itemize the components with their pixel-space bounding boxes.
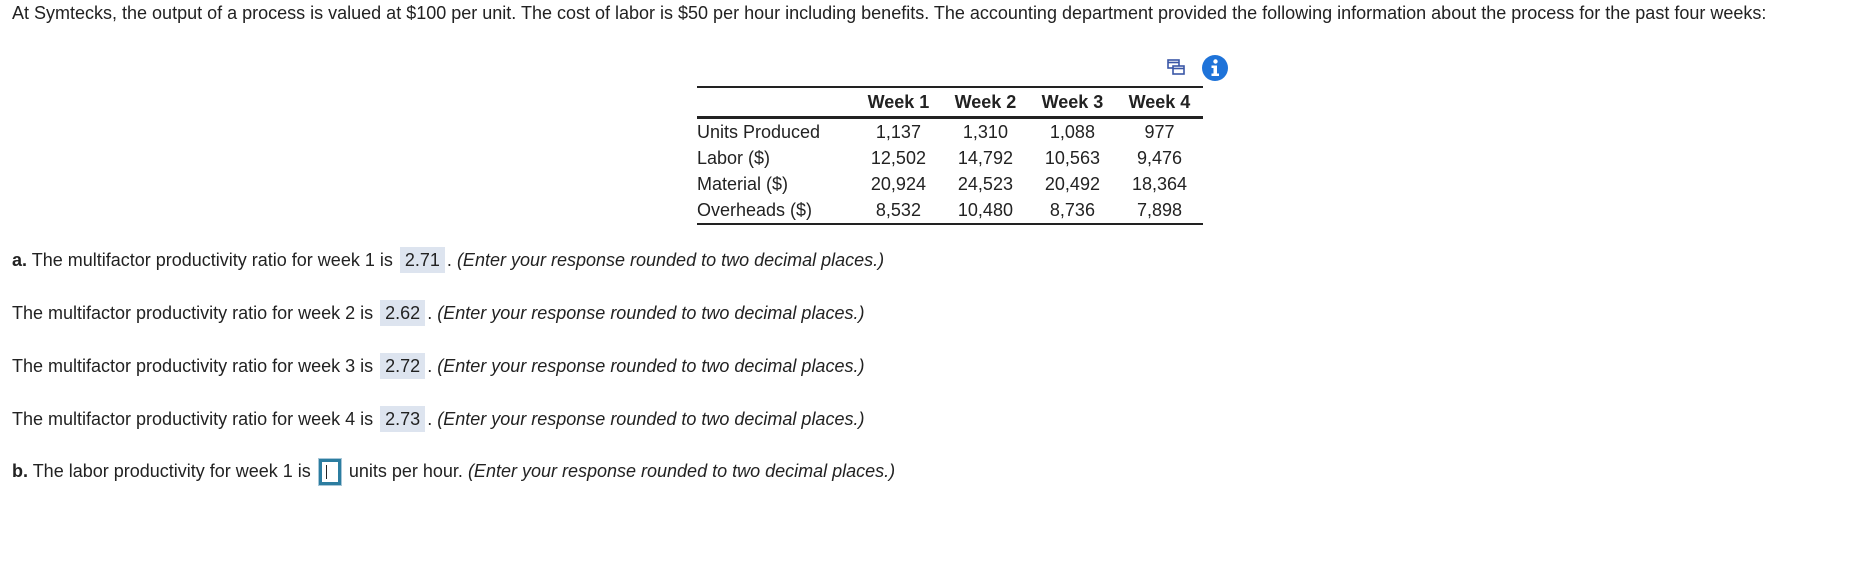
question-hint: (Enter your response rounded to two decimal places.) [437,409,865,429]
table-cell: 12,502 [870,148,926,168]
table-cell: 8,736 [1029,197,1116,224]
row-label: Material ($) [697,174,789,194]
question-hint: (Enter your response rounded to two decimal places.) [437,303,865,323]
table-cell: 20,924 [870,174,926,194]
table-cell: 18,364 [1131,174,1187,194]
data-table [697,86,1203,225]
copy-icon[interactable] [1165,57,1187,79]
table-cell: 1,088 [1049,122,1095,142]
problem-intro: At Symtecks, the output of a process is valued at $100 per unit. The cost of labor is $50 per hour including benefits. The accounting department provided the following information about the process for the past four weeks: [12,3,1767,23]
question-punct: . [427,303,433,323]
question-hint: (Enter your response rounded to two decimal places.) [467,461,896,481]
table-cell: 24,523 [957,174,1013,194]
table-row [697,197,1203,224]
question-punct: . [427,409,433,429]
question-text: The labor productivity for week 1 is [32,461,311,481]
table-cell: 1,310 [962,122,1008,142]
table-tools [1165,54,1229,82]
answer-week-2[interactable]: 2.62 [380,300,425,326]
table-header-week-4: Week 4 [1116,87,1203,118]
question-b [12,458,895,485]
table-cell: 8,532 [855,197,942,224]
question-text: The multifactor productivity ratio for week 2 is [12,303,374,323]
question-text: The multifactor productivity ratio for week 1 is [31,250,393,270]
answer-week-4[interactable]: 2.73 [380,406,425,432]
table-cell: 14,792 [957,148,1013,168]
row-label: Overheads ($) [697,197,855,224]
question-hint: (Enter your response rounded to two decimal places.) [456,250,885,270]
question-prefix: a. [12,250,28,270]
question-text: The multifactor productivity ratio for week 3 is [12,356,374,376]
text-caret [326,465,327,479]
table-cell: 7,898 [1116,197,1203,224]
question-text: The multifactor productivity ratio for week 4 is [12,409,374,429]
table-header-week-3: Week 3 [1029,87,1116,118]
table-cell: 1,137 [875,122,921,142]
table-row [697,118,1203,146]
table-cell: 10,563 [1044,148,1100,168]
question-prefix: b. [12,461,28,481]
question-punct: . [446,250,452,270]
table-cell: 9,476 [1136,148,1182,168]
table-cell: 977 [1144,122,1175,142]
question-a-week-1 [12,247,884,273]
info-icon[interactable] [1201,54,1229,82]
table-header-week-2: Week 2 [942,87,1029,118]
question-unit-text: units per hour. [348,461,463,481]
table-cell: 20,492 [1044,174,1100,194]
row-label: Units Produced [697,122,821,142]
table-row [697,145,1203,171]
question-a-week-2 [12,300,864,326]
question-a-week-3 [12,353,864,379]
answer-week-1[interactable]: 2.71 [400,247,445,273]
question-a-week-4 [12,406,864,432]
row-label: Labor ($) [697,148,771,168]
table-header-row [697,87,1203,118]
question-hint: (Enter your response rounded to two decimal places.) [437,356,865,376]
labor-productivity-input[interactable] [319,459,341,485]
table-cell: 10,480 [942,197,1029,224]
table-header-blank [697,87,855,118]
answer-week-3[interactable]: 2.72 [380,353,425,379]
table-header-week-1: Week 1 [855,87,942,118]
question-punct: . [427,356,433,376]
table-row [697,171,1203,197]
